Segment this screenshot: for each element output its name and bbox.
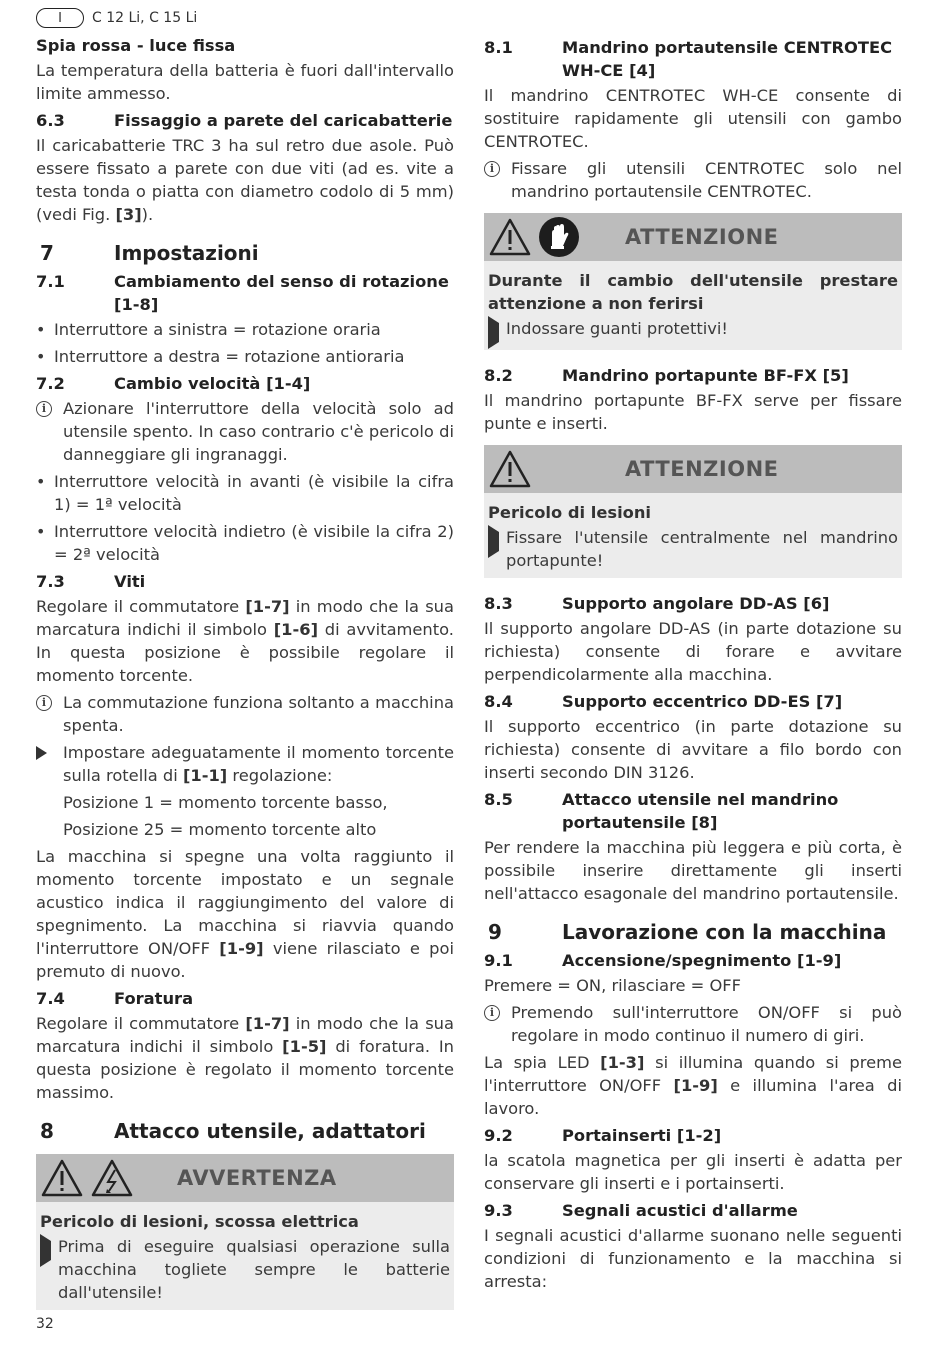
section-8-5-text: Per rendere la macchina più leggera e più corta, è possibile inserire direttamente gli inserti nell'attacco esagonale del mandrino portautensile. — [484, 838, 902, 903]
section-7-2-heading: 7.2 Cambio velocità [1-4] — [36, 374, 311, 393]
page-number: 32 — [36, 1316, 54, 1332]
warning-action: Prima di eseguire qualsiasi operazione sulla macchina togliete sempre le batterie dall'utensile! — [58, 1237, 450, 1302]
bullet-icon: • — [36, 472, 46, 491]
warning-box-attenzione-gloves — [484, 213, 902, 350]
arrow-right-icon — [488, 525, 499, 558]
section-8-3-text: Il supporto angolare DD-AS (in parte dotazione su richiesta) consente di forare e avvitare perpendicolarmente alla macchina. — [484, 619, 902, 684]
page-header — [36, 8, 197, 28]
section-9-2-heading: 9.2 Portainserti [1-2] — [484, 1126, 722, 1145]
list-item: • Interruttore velocità indietro (è visibile la cifra 2) = 2ª velocità — [36, 522, 454, 564]
protective-gloves-icon — [538, 216, 580, 258]
section-6-3-heading: 6.3 Fissaggio a parete del caricabatterie — [36, 111, 453, 130]
section-9-1-heading: 9.1 Accensione/spegnimento [1-9] — [484, 951, 842, 970]
section-8-2-heading: 8.2 Mandrino portapunte BF-FX [5] — [484, 366, 849, 385]
section-8-4-heading: 8.4 Supporto eccentrico DD-ES [7] — [484, 692, 843, 711]
info-note: i Fissare gli utensili CENTROTEC solo nel mandrino portautensile CENTROTEC. — [484, 157, 902, 203]
warning-action: Indossare guanti protettivi! — [506, 319, 728, 338]
section-7-1-heading: 7.1 Cambiamento del senso di rotazione [1-8] — [36, 272, 449, 314]
warning-box-avvertenza — [36, 1154, 454, 1310]
section-7-4-heading: 7.4 Foratura — [36, 989, 194, 1008]
info-icon: i — [484, 161, 500, 177]
section-8-2-text: Il mandrino portapunte BF-FX serve per fissare punte e inserti. — [484, 391, 902, 433]
left-column — [36, 34, 454, 1324]
warning-triangle-icon — [40, 1158, 84, 1198]
section-7-3-heading: 7.3 Viti — [36, 572, 146, 591]
section-6-3-text: Il caricabatterie TRC 3 ha sul retro due asole. Può essere fissato a parete con due viti (ad es. vite a testa tonda o piatta con diametro codolo di 5 mm) (vedi Fig. [3]). — [36, 136, 454, 224]
section-9-3-heading: 9.3 Segnali acustici d'allarme — [484, 1201, 798, 1220]
section-8-5-heading: 8.5 Attacco utensile nel mandrino portautensile [8] — [484, 790, 839, 832]
section-9-2-text: la scatola magnetica per gli inserti è adatta per conservare gli inserti e i portainserti. — [484, 1151, 902, 1193]
section-8-heading: 8 Attacco utensile, adattatori — [40, 1119, 426, 1143]
section-8-1-text: Il mandrino CENTROTEC WH-CE consente di sostituire rapidamente gli utensili con gambo CENTROTEC. — [484, 86, 902, 151]
warning-triangle-icon — [488, 449, 532, 489]
warning-title: ATTENZIONE — [625, 456, 779, 481]
info-icon: i — [36, 401, 52, 417]
position-line: Posizione 1 = momento torcente basso, — [63, 793, 388, 812]
section-7-3-text-2: La macchina si spegne una volta raggiunto il momento torcente impostato e un segnale acustico indica il raggiungimento del valore di spegnimento. La macchina si riavvia quando l'interruttore ON/OFF [1-9] viene rilasciato e poi premuto di nuovo. — [36, 847, 454, 981]
bullet-icon: • — [36, 522, 46, 541]
section-9-3-text: I segnali acustici d'allarme suonano nelle seguenti condizioni di funzionamento e la macchina si arresta: — [484, 1226, 902, 1291]
warning-subtitle: Pericolo di lesioni, scossa elettrica — [40, 1212, 359, 1231]
info-note: i La commutazione funziona soltanto a macchina spenta. — [36, 691, 454, 737]
info-icon: i — [36, 695, 52, 711]
led-status-heading: Spia rossa - luce fissa — [36, 36, 236, 55]
action-step: Impostare adeguatamente il momento torcente sulla rotella di [1-1] regolazione: — [36, 741, 454, 787]
model-label: C 12 Li, C 15 Li — [92, 10, 198, 26]
warning-triangle-icon — [488, 217, 532, 257]
section-8-1-heading: 8.1 Mandrino portautensile CENTROTEC WH-CE [4] — [484, 38, 893, 80]
list-item: • Interruttore a destra = rotazione antioraria — [36, 347, 405, 366]
section-7-4-text: Regolare il commutatore [1-7] in modo che la sua marcatura indichi il simbolo [1-5] di foratura. In questa posizione è regolato il momento torcente massimo. — [36, 1014, 454, 1102]
info-note: i Premendo sull'interruttore ON/OFF si può regolare in modo continuo il numero di giri. — [484, 1001, 902, 1047]
right-column — [484, 34, 902, 1297]
position-line: Posizione 25 = momento torcente alto — [63, 820, 377, 839]
section-9-1-text: Premere = ON, rilasciare = OFF — [484, 976, 741, 995]
arrow-right-icon — [36, 746, 47, 760]
arrow-right-icon — [40, 1234, 51, 1267]
language-badge: I — [36, 8, 84, 28]
warning-title: AVVERTENZA — [177, 1165, 337, 1190]
electric-shock-icon — [90, 1158, 134, 1198]
led-status-text: La temperatura della batteria è fuori dall'intervallo limite ammesso. — [36, 61, 454, 103]
section-9-1-text-2: La spia LED [1-3] si illumina quando si preme l'interruttore ON/OFF [1-9] e illumina l'area di lavoro. — [484, 1053, 902, 1118]
section-8-4-text: Il supporto eccentrico (in parte dotazione su richiesta) consente di avvitare a filo bordo con inserti secondo DIN 3126. — [484, 717, 902, 782]
section-8-3-heading: 8.3 Supporto angolare DD-AS [6] — [484, 594, 830, 613]
warning-subtitle: Pericolo di lesioni — [488, 503, 652, 522]
bullet-icon: • — [36, 347, 46, 366]
warning-action: Fissare l'utensile centralmente nel mandrino portapunte! — [506, 528, 898, 570]
section-7-heading: 7 Impostazioni — [40, 241, 259, 265]
warning-subtitle: Durante il cambio dell'utensile prestare attenzione a non ferirsi — [488, 271, 898, 313]
section-7-3-text: Regolare il commutatore [1-7] in modo che la sua marcatura indichi il simbolo [1-6] di avvitamento. In questa posizione è possibile regolare il momento torcente. — [36, 597, 454, 685]
bullet-icon: • — [36, 320, 46, 339]
arrow-right-icon — [488, 316, 499, 349]
warning-title: ATTENZIONE — [625, 224, 779, 249]
list-item: • Interruttore a sinistra = rotazione oraria — [36, 320, 381, 339]
list-item: • Interruttore velocità in avanti (è visibile la cifra 1) = 1ª velocità — [36, 472, 454, 514]
info-icon: i — [484, 1005, 500, 1021]
info-note: i Azionare l'interruttore della velocità solo ad utensile spento. In caso contrario c'è pericolo di danneggiare gli ingranaggi. — [36, 397, 454, 466]
warning-box-attenzione — [484, 445, 902, 578]
section-9-heading: 9 Lavorazione con la macchina — [488, 920, 887, 944]
